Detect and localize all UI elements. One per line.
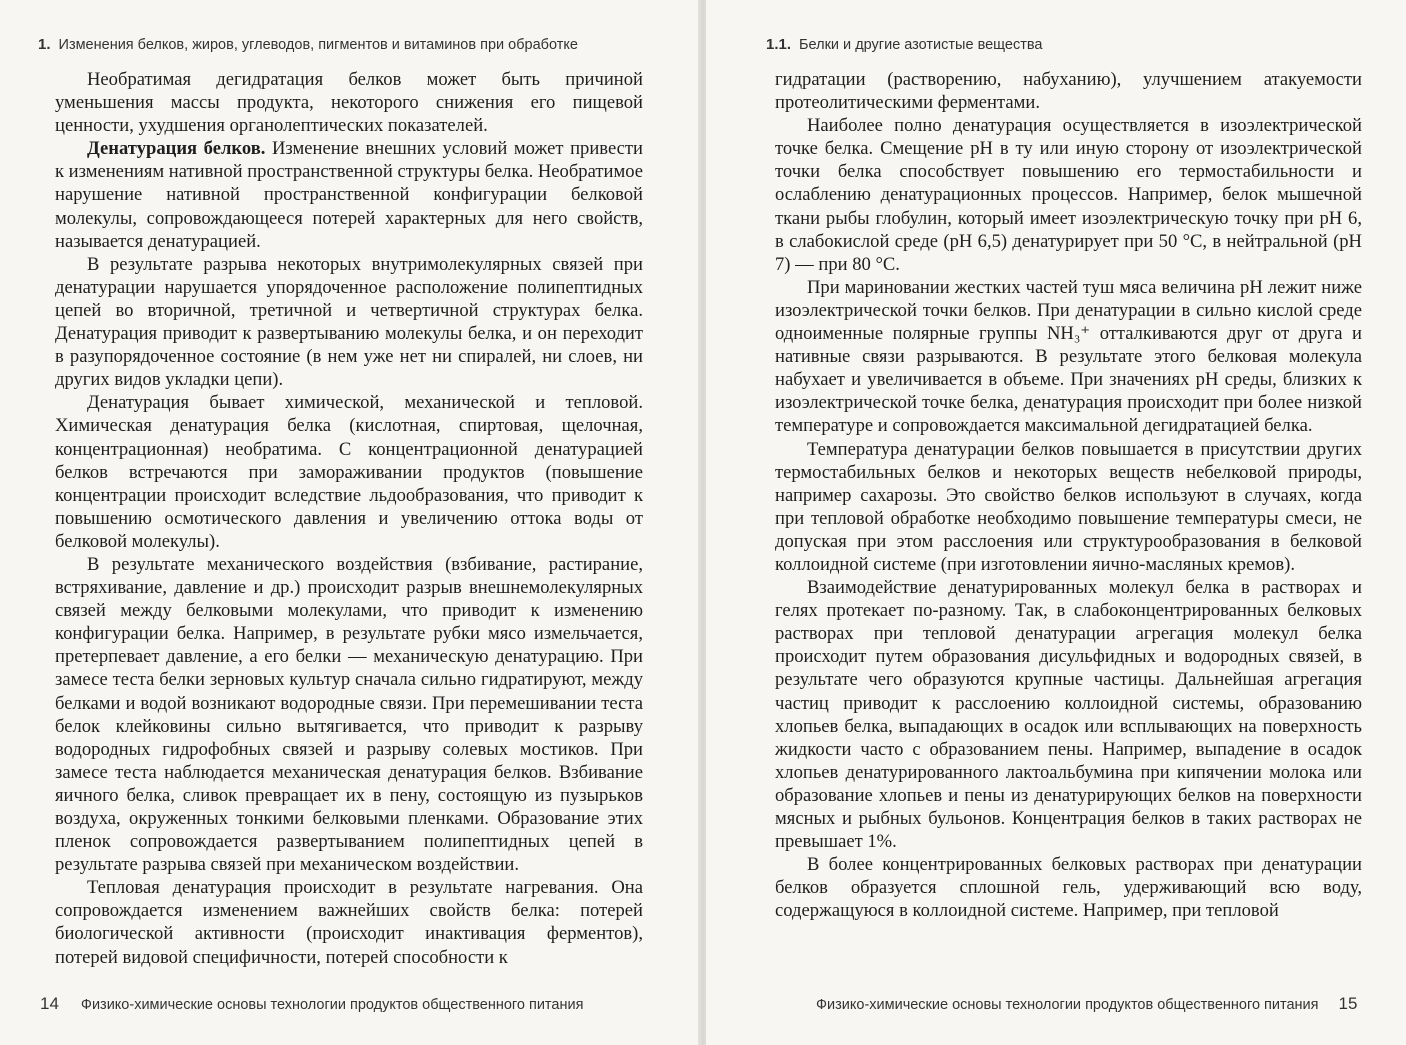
paragraph: Наиболее полно денатурация осуществляется в изоэлектрической точке белка. Смещение pH в ту или иную сторону от изоэлектрической точки белка способствует повышению его термостабильности и ослаблению денатурационных процессов. Например, белок мышечной ткани рыбы глобулин, который имеет изоэлектрическую точку при pH 6, в слабокислой среде (pH 6,5) денатурирует при 50 °C, в нейтральной (pH 7) — при 80 °C. <box>775 115 1362 275</box>
paragraph: Тепловая денатурация происходит в результате нагревания. Она сопровождается изменением важнейших свойств белка: потерей биологической активности (происходит инактивация ферментов), потерей видовой специфичности, потерей способности к <box>55 877 643 968</box>
paragraph: Взаимодействие денатурированных молекул белка в растворах и гелях протекает по-разному. Так, в слабоконцентрированных белковых растворах при тепловой денатурации агрегация молекул белка происходит путем образования дисульфидных и водородных связей, в результате чего образуются крупные частицы. Дальнейшая агрегация частиц приводит к расслоению коллоидной системы, образованию хлопьев белка, выпадающих в осадок или всплывающих на поверхность жидкости часто с образованием пены. Например, выпадение в осадок хлопьев денатурированного лактоальбумина при кипячении молока или образование хлопьев и пены из денатурирующих белков на поверхности мясных и рыбных бульонов. Концентрация белков в таких растворах не превышает 1%. <box>775 577 1362 853</box>
paragraph: гидратации (растворению, набуханию), улучшением атакуемости протеолитическими ферментами. <box>775 69 1362 114</box>
paragraph <box>55 137 643 252</box>
page-footer <box>40 994 583 1014</box>
chapter-title: Изменения белков, жиров, углеводов, пигментов и витаминов при обработке <box>58 37 578 53</box>
page-body <box>55 68 643 969</box>
page-number: 15 <box>1338 994 1358 1013</box>
page-body <box>775 68 1362 922</box>
paragraph: В более концентрированных белковых растворах при денатурации белков образуется сплошной гель, удерживающий всю воду, содержащуюся в коллоидной системе. Например, при тепловой <box>775 854 1362 922</box>
section-title: Белки и другие азотистые вещества <box>799 37 1043 53</box>
footer-title: Физико-химические основы технологии продуктов общественного питания <box>816 997 1319 1013</box>
paragraph: Необратимая дегидратация белков может быть причиной уменьшения массы продукта, некоторого снижения его пищевой ценности, ухудшения органолептических показателей. <box>55 69 643 137</box>
paragraph: В результате механического воздействия (взбивание, растирание, встряхивание, давление и др.) происходит разрыв внешнемолекулярных связей между белковыми молекулами, что приводит к изменению конфигурации белка. Например, в результате рубки мясо измельчается, претерпевает давление, а его белки — механическую денатурацию. При замесе теста белки зерновых культур сначала сильно гидратируют, между белками и водой возникают водородные связи. При перемешивании теста белок клейковины сильно вытягивается, что приводит к разрыву водородных гидрофобных связей и разрыву солевых мостиков. При замесе теста наблюдается механическая денатурация белков. Взбивание яичного белка, сливок превращает их в пену, состоящую из пузырьков воздуха, окруженных тонкими белковыми пленками. Образование этих пленок сопровождается развертыванием полипептидных цепей в результате разрыва связей при механическом воздействии. <box>55 553 643 876</box>
paragraph: В результате разрыва некоторых внутримолекулярных связей при денатурации нарушается упорядоченное расположение полипептидных цепей во вторичной, третичной и четвертичной структурах белка. Денатурация приводит к развертыванию молекулы белка, и он переходит в разупорядоченное состояние (в нем уже нет ни спиралей, ни слоев, ни других видов укладки цепи). <box>55 253 643 391</box>
right-page <box>706 0 1406 1045</box>
section-number: 1.1. <box>766 36 792 53</box>
page-footer <box>816 994 1357 1014</box>
paragraph: При мариновании жестких частей туш мяса величина pH лежит ниже изоэлектрической точки белков. При денатурации в сильно кислой среде одноименные полярные группы NH₃⁺ отталкиваются друг от друга и нативные связи разрываются. В результате этого белковая молекула набухает и увеличивается в объеме. При значениях pH среды, близких к изоэлектрической точке белка, денатурация происходит при более низкой температуре и сопровождается максимальной дегидратацией белка. <box>775 276 1362 437</box>
paragraph-text: Изменение внешних условий может привести к изменениям нативной пространственной структуры белка. Необратимое нарушение нативной пространственной конфигурации белковой молекулы, сопровождающееся потерей характерных для него свойств, называется денатурацией. <box>55 138 643 252</box>
left-page <box>0 0 700 1045</box>
paragraph: Температура денатурации белков повышается в присутствии других термостабильных белков и некоторых веществ небелковой природы, например сахарозы. Это свойство белков используют в случаях, когда при тепловой обработке необходимо повышение температуры смеси, не допуская при этом расслоения или структурообразования в белковой коллоидной системе (при изготовлении яично-масляных кремов). <box>775 438 1362 575</box>
page-number: 14 <box>40 994 59 1013</box>
footer-title: Физико-химические основы технологии продуктов общественного питания <box>80 997 584 1013</box>
running-head <box>766 36 1043 53</box>
bold-term: Денатурация белков. <box>87 138 266 160</box>
paragraph: Денатурация бывает химической, механической и тепловой. Химическая денатурация белка (кислотная, спиртовая, щелочная, концентрационная) необратима. С концентрационной денатурацией белков встречаются при замораживании продуктов (повышение концентрации происходит вследствие льдообразования, что приводит к повышению осмотического давления и увеличению оттока воды от белковой молекулы). <box>55 392 643 552</box>
running-head <box>38 36 578 53</box>
chapter-number: 1. <box>38 36 51 53</box>
